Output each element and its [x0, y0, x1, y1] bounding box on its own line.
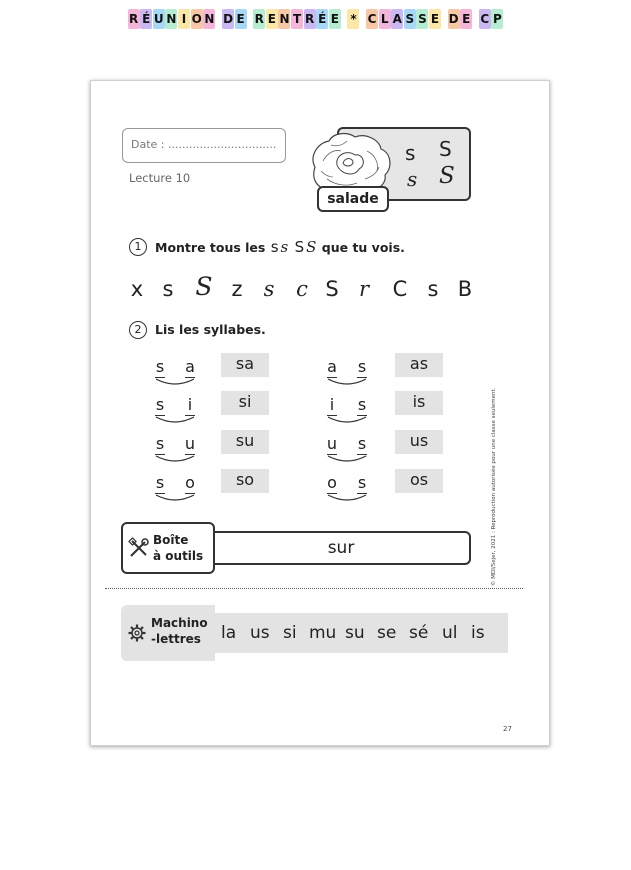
- letter-item[interactable]: s: [263, 277, 275, 301]
- banner-letter: É: [140, 9, 152, 29]
- cursive-uppercase-letter: S: [439, 163, 455, 189]
- syllable-letter: s: [357, 395, 367, 414]
- machino-word: se: [377, 623, 397, 643]
- machino-word: ul: [442, 623, 458, 643]
- machino-word: si: [283, 623, 297, 643]
- instruction-glyph: S: [306, 238, 317, 256]
- machino-word: mu: [309, 623, 337, 643]
- toolbox-label-box: [121, 522, 215, 574]
- syllable-word: as: [395, 353, 443, 377]
- lesson-label: Lecture 10: [129, 171, 191, 185]
- syllable-arc: [151, 375, 201, 387]
- instruction-text-after: que tu vois.: [321, 240, 405, 255]
- banner-letter: D: [222, 9, 234, 29]
- toolbox-word: sur: [213, 531, 471, 565]
- syllable-word: si: [221, 391, 269, 415]
- instruction-glyph: s: [270, 238, 279, 256]
- worksheet-page: [90, 80, 550, 746]
- syllable-letter: s: [155, 357, 165, 376]
- syllable-arc: [323, 375, 373, 387]
- syllable-letter: s: [357, 357, 367, 376]
- page-banner: [0, 9, 631, 33]
- syllable-word: us: [395, 430, 443, 454]
- letter-item[interactable]: S: [325, 277, 339, 301]
- banner-letter: E: [266, 9, 278, 29]
- banner-letter: É: [316, 9, 328, 29]
- banner-letter: C: [479, 9, 491, 29]
- syllable-letter: o: [185, 473, 195, 492]
- banner-letter: R: [253, 9, 265, 29]
- letter-item[interactable]: z: [231, 277, 243, 301]
- syllable-word: so: [221, 469, 269, 493]
- syllable-letter: s: [155, 473, 165, 492]
- banner-letter: R: [304, 9, 316, 29]
- banner-letter: T: [291, 9, 303, 29]
- tools-icon: [128, 537, 150, 559]
- banner-letter: N: [203, 9, 215, 29]
- syllable-arc: [151, 452, 201, 464]
- banner-letter: S: [404, 9, 416, 29]
- banner-letter: D: [448, 9, 460, 29]
- syllable-letter: s: [155, 395, 165, 414]
- banner-letter: S: [416, 9, 428, 29]
- exercise-2-title: Lis les syllabes.: [155, 322, 266, 337]
- cursive-lowercase-letter: s: [407, 167, 418, 191]
- syllable-decomposition: [151, 434, 201, 460]
- syllable-arc: [323, 413, 373, 425]
- machino-label-box: [121, 605, 215, 661]
- banner-letter: E: [329, 9, 341, 29]
- dotted-separator: [105, 588, 523, 589]
- machino-word: us: [250, 623, 270, 643]
- banner-letter: A: [391, 9, 403, 29]
- machino-words-strip: [215, 613, 508, 653]
- syllable-letter: i: [187, 395, 193, 414]
- letter-item[interactable]: C: [392, 277, 408, 301]
- banner-letter: E: [235, 9, 247, 29]
- syllable-decomposition: [151, 357, 201, 383]
- syllable-decomposition: [151, 395, 201, 421]
- syllable-letter: o: [327, 473, 337, 492]
- letter-item[interactable]: S: [195, 272, 213, 301]
- date-label: Date : ...............................: [131, 138, 277, 151]
- syllable-letter: a: [327, 357, 337, 376]
- print-uppercase-letter: S: [439, 137, 452, 161]
- syllable-letter: s: [357, 434, 367, 453]
- print-lowercase-letter: s: [405, 141, 416, 165]
- machino-label: Machino -lettres: [151, 616, 208, 646]
- banner-letter: *: [347, 9, 359, 29]
- syllable-arc: [323, 491, 373, 503]
- machino-word: sé: [409, 623, 429, 643]
- machino-word: is: [471, 623, 485, 643]
- banner-letter: O: [191, 9, 203, 29]
- letter-item[interactable]: c: [296, 277, 308, 301]
- banner-letter: R: [128, 9, 140, 29]
- syllable-word: sa: [221, 353, 269, 377]
- syllable-arc: [323, 452, 373, 464]
- letter-item[interactable]: s: [427, 277, 439, 301]
- syllable-letter: a: [185, 357, 195, 376]
- banner-letter: C: [366, 9, 378, 29]
- syllable-decomposition: [323, 357, 373, 383]
- exercise-2-number: 2: [129, 321, 147, 339]
- syllable-letter: u: [326, 434, 338, 453]
- syllable-decomposition: [323, 395, 373, 421]
- syllable-word: os: [395, 469, 443, 493]
- letter-item[interactable]: x: [130, 277, 144, 301]
- instruction-glyph: S: [294, 238, 305, 256]
- copyright-note: © MDI/Sejer, 2021 : Reproduction autorisée pour une classe seulement.: [491, 387, 497, 586]
- exercise-1-number: 1: [129, 238, 147, 256]
- syllable-letter: u: [184, 434, 196, 453]
- letter-item[interactable]: B: [457, 277, 473, 301]
- syllable-decomposition: [323, 434, 373, 460]
- exercise-1-instruction: [155, 238, 405, 256]
- syllable-decomposition: [323, 473, 373, 499]
- toolbox-label: Boîte à outils: [153, 533, 204, 563]
- syllable-word: is: [395, 391, 443, 415]
- syllable-arc: [151, 491, 201, 503]
- banner-letter: U: [153, 9, 165, 29]
- banner-letter: E: [460, 9, 472, 29]
- syllable-letter: s: [357, 473, 367, 492]
- letter-item[interactable]: r: [358, 277, 370, 301]
- banner-letter: I: [178, 9, 190, 29]
- date-field: [122, 128, 286, 163]
- gear-icon: [127, 623, 147, 643]
- syllable-letter: i: [329, 395, 335, 414]
- machino-word: la: [221, 623, 237, 643]
- instruction-text-before: Montre tous les: [155, 240, 266, 255]
- banner-letter: L: [379, 9, 391, 29]
- syllable-arc: [151, 413, 201, 425]
- banner-letter: N: [278, 9, 290, 29]
- instruction-glyph: s: [280, 238, 289, 256]
- page-number: 27: [503, 725, 512, 733]
- syllable-decomposition: [151, 473, 201, 499]
- banner-letter: E: [429, 9, 441, 29]
- syllable-word: su: [221, 430, 269, 454]
- banner-letter: P: [491, 9, 503, 29]
- syllable-letter: s: [155, 434, 165, 453]
- letter-item[interactable]: s: [162, 277, 174, 301]
- model-word-tag: salade: [317, 186, 389, 212]
- banner-letter: N: [165, 9, 177, 29]
- machino-word: su: [345, 623, 365, 643]
